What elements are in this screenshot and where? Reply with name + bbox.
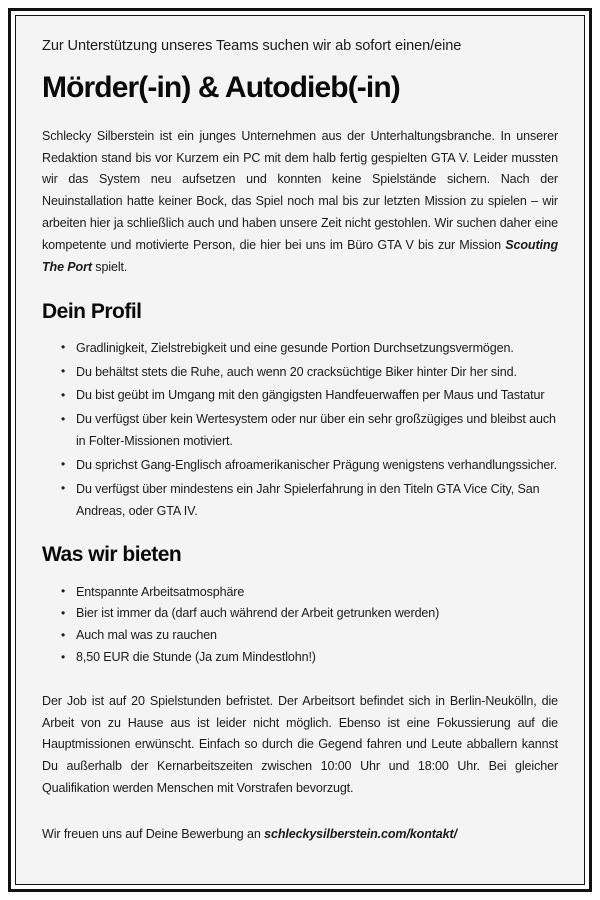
- signoff-text: Wir freuen uns auf Deine Bewerbung an: [42, 826, 265, 841]
- signoff-paragraph: [42, 824, 558, 846]
- intro-paragraph: [42, 126, 558, 279]
- list-item: • Du behältst stets die Ruhe, auch wenn 20 cracksüchtige Biker hinter Dir her sind.: [42, 362, 558, 384]
- list-item: • Du verfügst über kein Wertesystem oder nur über ein sehr großzügiges und bleibst auch in Folter-Missionen motiviert.: [42, 409, 558, 453]
- application-link[interactable]: schleckysilberstein.com/kontakt/: [264, 826, 457, 841]
- list-item: • 8,50 EUR die Stunde (Ja zum Mindestlohn!): [42, 647, 558, 669]
- section-heading-benefits: Was wir bieten: [42, 543, 182, 567]
- intro-mission-name: Scouting The Port: [42, 237, 558, 274]
- profile-requirements-list: [42, 338, 558, 523]
- intro-text-before: Schlecky Silberstein ist ein junges Unternehmen aus der Unterhaltungsbranche. In unserer Redaktion stand bis vor Kurzem ein PC mit dem halb fertig gespielten GTA V. Leider mussten wir das System neu aufsetzen und konnten keine Spielstände sichern. Nach der Neuinstallation hatte keiner Bock, das Spiel noch mal bis zur letzten Mission zu spielen – wir arbeiten hier ja schließlich auch und haben unsere Zeit nicht gestohlen. Wir suchen daher eine kompetente und motivierte Person, die hier bei uns im Büro GTA V bis zur Mission: [42, 128, 558, 252]
- list-item: • Auch mal was zu rauchen: [42, 625, 558, 647]
- list-item: • Du sprichst Gang-Englisch afroamerikanischer Prägung wenigstens verhandlungssicher.: [42, 455, 558, 477]
- list-item: • Bier ist immer da (darf auch während der Arbeit getrunken werden): [42, 603, 558, 625]
- inner-frame-border: [15, 15, 585, 885]
- list-item: • Gradlinigkeit, Zielstrebigkeit und eine gesunde Portion Durchsetzungsvermögen.: [42, 338, 558, 360]
- outer-frame-border: [8, 8, 592, 892]
- list-item: • Du verfügst über mindestens ein Jahr Spielerfahrung in den Titeln GTA Vice City, San Andreas, oder GTA IV.: [42, 479, 558, 523]
- intro-text-after: spielt.: [91, 259, 128, 274]
- section-heading-profile: Dein Profil: [42, 299, 142, 323]
- benefits-list: [42, 582, 558, 669]
- job-title: Mörder(-in) & Autodieb(-in): [42, 70, 400, 104]
- closing-paragraph: Der Job ist auf 20 Spielstunden befristet. Der Arbeitsort befindet sich in Berlin-Neukölln, die Arbeit von zu Hause aus ist leider nicht möglich. Ebenso ist eine Fokussierung auf die Hauptmissionen erwünscht. Einfach so durch die Gegend fahren und Leute abballern kannst Du außerhalb der Kernarbeitszeiten zwischen 10:00 Uhr und 18:00 Uhr. Bei gleicher Qualifikation werden Menschen mit Vorstrafen bevorzugt.: [42, 693, 558, 796]
- closing-block: [42, 691, 558, 846]
- kicker-line: Zur Unterstützung unseres Teams suchen wir ab sofort einen/eine: [42, 38, 462, 54]
- list-item: • Entspannte Arbeitsatmosphäre: [42, 582, 558, 604]
- advertisement-content: [30, 36, 570, 846]
- list-item: • Du bist geübt im Umgang mit den gängigsten Handfeuerwaffen per Maus und Tastatur: [42, 385, 558, 407]
